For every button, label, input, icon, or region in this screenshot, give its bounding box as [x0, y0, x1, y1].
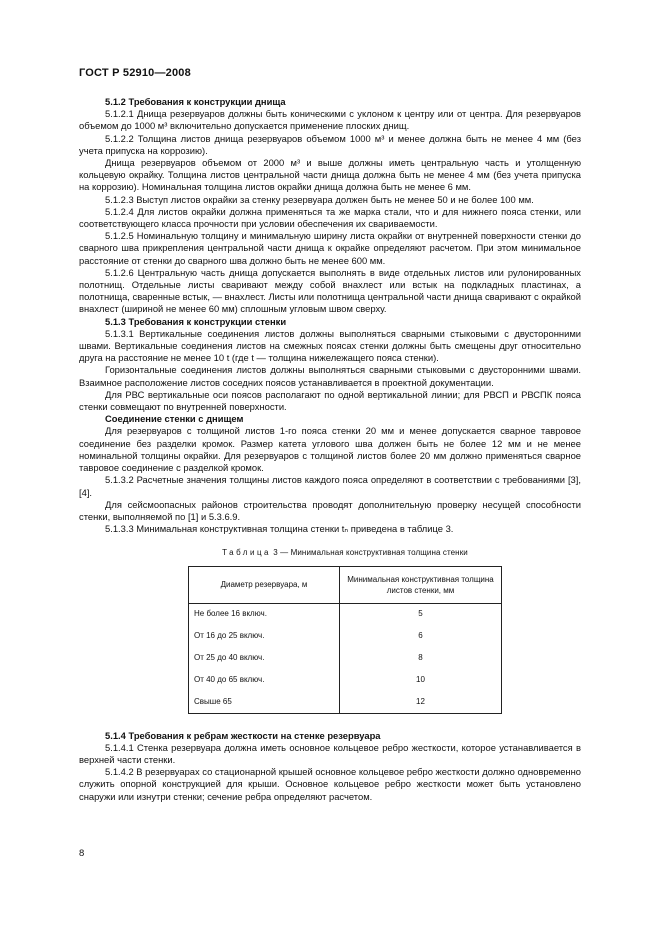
cell-thickness: 10 — [340, 669, 502, 691]
cell-diameter: Не более 16 включ. — [189, 603, 340, 625]
document-body — [79, 96, 581, 803]
paragraph-5-1-3-1: 5.1.3.1 Вертикальные соединения листов должны выполняться сварными стыковыми с двусторонними швами. Вертикальные соединения листов на смежных поясах стенки должны быть смещены друг относительно друга на расстояние не менее 10 t (где t — толщина нижележащего пояса стенки). — [79, 327, 581, 364]
paragraph-5-1-3-3: 5.1.3.3 Минимальная конструктивная толщина стенки tₙ приведена в таблице 3. — [105, 523, 454, 535]
paragraph-5-1-2-1: 5.1.2.1 Днища резервуаров должны быть коническими с уклоном к центру или от центра. Для резервуаров объемом до 1000 м³ включительно допускается применение плоских днищ. — [79, 108, 581, 132]
section-heading-5-1-4: 5.1.4 Требования к ребрам жесткости на стенке резервуара — [105, 729, 381, 741]
cell-diameter: Свыше 65 — [189, 691, 340, 713]
cell-diameter: От 40 до 65 включ. — [189, 669, 340, 691]
table-caption-word: Таблица — [222, 548, 271, 558]
document-header: ГОСТ Р 52910—2008 — [79, 67, 191, 79]
paragraph-5-1-2-2: 5.1.2.2 Толщина листов днища резервуаров объемом 1000 м³ и менее должна быть не менее 4 мм (без учета припуска на коррозию). — [79, 132, 581, 156]
column-header-diameter: Диаметр резервуара, м — [189, 566, 340, 603]
section-heading-5-1-2: 5.1.2 Требования к конструкции днища — [105, 96, 286, 107]
subheading-wall-bottom-joint: Соединение стенки с днищем — [105, 413, 244, 425]
paragraph-5-1-4-1: 5.1.4.1 Стенка резервуара должна иметь основное кольцевое ребро жесткости, которое устанавливается в верхней части стенки. — [79, 741, 581, 765]
paragraph-tee-joint: Для резервуаров с толщиной листов 1-го пояса стенки 20 мм и менее допускается сварное тавровое соединение без разделки кромок. Размер катета углового шва должен быть не более 12 мм и не менее номинальной толщины окрайки. Для резервуаров с толщиной листов более 20 мм должно применяться сварное тавровое соединение с разделкой кромок. — [79, 425, 581, 474]
paragraph-horizontal-joints: Горизонтальные соединения листов должны выполняться сварными стыковыми с двусторонними швами. Взаимное расположение листов соседних поясов устанавливается в проектной документации. — [79, 364, 581, 388]
table-row — [189, 669, 502, 691]
page-number: 8 — [79, 848, 85, 859]
paragraph-5-1-3-2: 5.1.3.2 Расчетные значения толщины листов каждого пояса определяют в соответствии с требованиями [3], [4]. — [79, 474, 581, 498]
cell-thickness: 6 — [340, 625, 502, 647]
paragraph-5-1-2-5: 5.1.2.5 Номинальную толщину и минимальную ширину листа окрайки от внутренней поверхности стенки до сварного шва прикрепления центральной части днища к окрайке определяют расчетом. При этом минимальное расстояние от стенки до сварного шва должно быть не менее 600 мм. — [79, 230, 581, 266]
table-row — [189, 625, 502, 647]
table-row — [189, 691, 502, 713]
cell-thickness: 5 — [340, 603, 502, 625]
paragraph-5-1-2-3: 5.1.2.3 Выступ листов окрайки за стенку резервуара должен быть не менее 50 и не более 100 мм. — [105, 193, 534, 205]
table-row — [189, 603, 502, 625]
cell-thickness: 8 — [340, 647, 502, 669]
table-caption-text: 3 — Минимальная конструктивная толщина стенки — [270, 548, 468, 558]
table-3 — [188, 566, 502, 714]
spacer — [79, 714, 581, 730]
paragraph-bottom-thickness: Днища резервуаров объемом от 2000 м³ и выше должны иметь центральную часть и утолщенную кольцевую окрайку. Толщина листов центральной части днища должна быть не менее 4 мм (без учета припуска на коррозию). Номинальная толщина листов окрайки днища должна быть не менее 6 мм. — [79, 157, 581, 193]
table-header-row — [189, 566, 502, 603]
paragraph-seismic: Для сейсмоопасных районов строительства проводят дополнительную проверку несущей способности стенки, выполняемой по [1] и 5.3.6.9. — [79, 498, 581, 522]
paragraph-5-1-4-2: 5.1.4.2 В резервуарах со стационарной крышей основное кольцевое ребро жесткости должно одновременно служить опорной конструкцией для крыши. Основное кольцевое ребро жесткости может быть установлено снаружи или изнутри стенки; сечение ребра определяют расчетом. — [79, 766, 581, 802]
table-row — [189, 647, 502, 669]
section-heading-5-1-3: 5.1.3 Требования к конструкции стенки — [105, 315, 287, 327]
cell-diameter: От 16 до 25 включ. — [189, 625, 340, 647]
paragraph-5-1-2-6: 5.1.2.6 Центральную часть днища допускается выполнять в виде отдельных листов или рулонированных полотнищ. Отдельные листы сваривают между собой внахлест или встык на подкладных пластинах, а полотнища, сваренные встык, — внахлест. Листы или полотнища центральной части днища сваривают с окрайкой внахлест (шириной не менее 60 мм) сплошным угловым швом сверху. — [79, 266, 581, 315]
table-caption — [109, 547, 581, 559]
cell-thickness: 12 — [340, 691, 502, 713]
column-header-thickness: Минимальная конструктивная толщина листов стенки, мм — [340, 566, 502, 603]
paragraph-rvs-axes: Для РВС вертикальные оси поясов располагают по одной вертикальной линии; для РВСП и РВСПК пояса стенки совмещают по внутренней поверхности. — [79, 388, 581, 413]
cell-diameter: От 25 до 40 включ. — [189, 647, 340, 669]
paragraph-5-1-2-4: 5.1.2.4 Для листов окрайки должна применяться та же марка стали, что и для нижнего пояса стенки, или соответствующего класса прочности при условии обеспечения их свариваемости. — [79, 205, 581, 230]
